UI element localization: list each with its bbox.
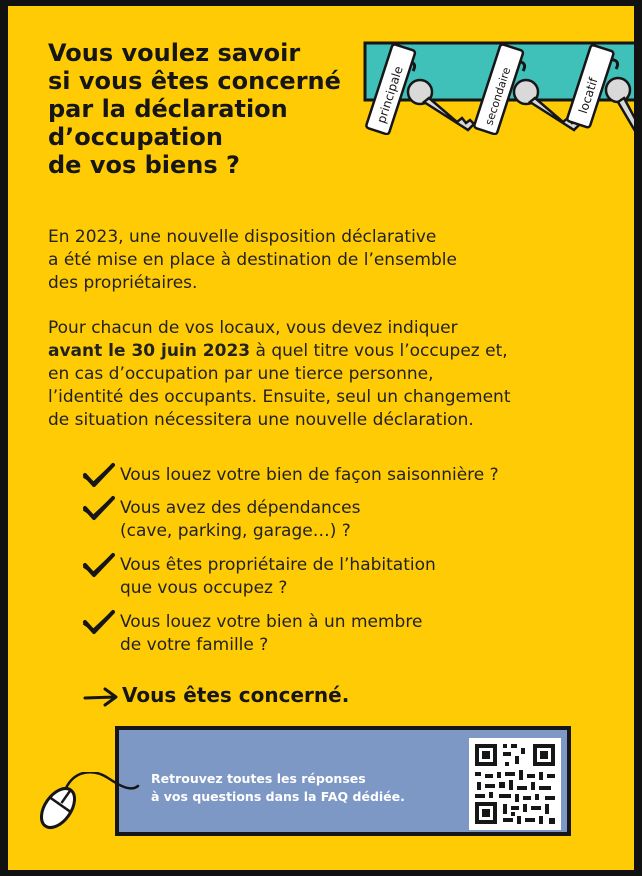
title-line: par la déclaration	[48, 95, 288, 123]
title-line: si vous êtes concerné	[48, 67, 341, 95]
check-icon	[80, 461, 118, 491]
qr-code-icon[interactable]	[469, 738, 561, 830]
paragraph-line: l’identité des occupants. Ensuite, seul un changement	[48, 387, 511, 407]
faq-box[interactable]	[115, 726, 571, 836]
paragraph-line: En 2023, une nouvelle disposition déclarative	[48, 227, 437, 247]
paragraph-line: en cas d’occupation par une tierce personne,	[48, 364, 434, 384]
deadline-paragraph	[48, 317, 510, 432]
title-line: de vos biens ?	[48, 151, 240, 179]
arrow-right-icon	[82, 686, 120, 708]
faq-text	[151, 770, 405, 806]
check-icon	[80, 551, 118, 581]
check-icon	[80, 608, 118, 638]
flyer-page	[8, 6, 634, 870]
conclusion	[82, 683, 349, 708]
conclusion-text: Vous êtes concerné.	[122, 683, 350, 707]
page-title	[48, 39, 358, 179]
check-icon	[80, 494, 118, 524]
faq-line: Retrouvez toutes les réponses	[151, 771, 366, 786]
key-board-illustration	[362, 40, 634, 135]
key-tag-principale: principale	[374, 64, 406, 126]
paragraph-line	[48, 340, 510, 363]
key-tag-locatif: locatif	[575, 75, 601, 116]
faq-line: à vos questions dans la FAQ dédiée.	[151, 789, 405, 804]
checklist-text: Vous louez votre bien de façon saisonnière ?	[120, 465, 499, 485]
deadline-date: avant le 30 juin 2023	[48, 341, 251, 361]
checklist-text: (cave, parking, garage…) ?	[120, 521, 351, 541]
intro-paragraph	[48, 226, 457, 295]
checklist-item	[80, 497, 580, 543]
key-tag-secondaire: secondaire	[482, 65, 514, 127]
paragraph-line: de situation nécessitera une nouvelle déclaration.	[48, 410, 474, 430]
computer-mouse-icon	[36, 772, 146, 842]
paragraph-line: des propriétaires.	[48, 273, 198, 293]
paragraph-text: à quel titre vous l’occupez et,	[250, 341, 508, 361]
title-line: Vous voulez savoir	[48, 39, 301, 67]
checklist-item	[80, 611, 580, 657]
paragraph-line: a été mise en place à destination de l’ensemble	[48, 250, 457, 270]
checklist-text: Vous louez votre bien à un membre	[120, 612, 423, 632]
checklist-item	[80, 464, 580, 487]
checklist-text: Vous avez des dépendances	[120, 498, 361, 518]
key-icon	[606, 78, 634, 135]
paragraph-line: Pour chacun de vos locaux, vous devez indiquer	[48, 318, 458, 338]
checklist-text: que vous occupez ?	[120, 578, 288, 598]
checklist	[80, 464, 580, 657]
checklist-item	[80, 554, 580, 600]
checklist-text: de votre famille ?	[120, 635, 269, 655]
checklist-text: Vous êtes propriétaire de l’habitation	[120, 555, 436, 575]
title-line: d’occupation	[48, 123, 223, 151]
